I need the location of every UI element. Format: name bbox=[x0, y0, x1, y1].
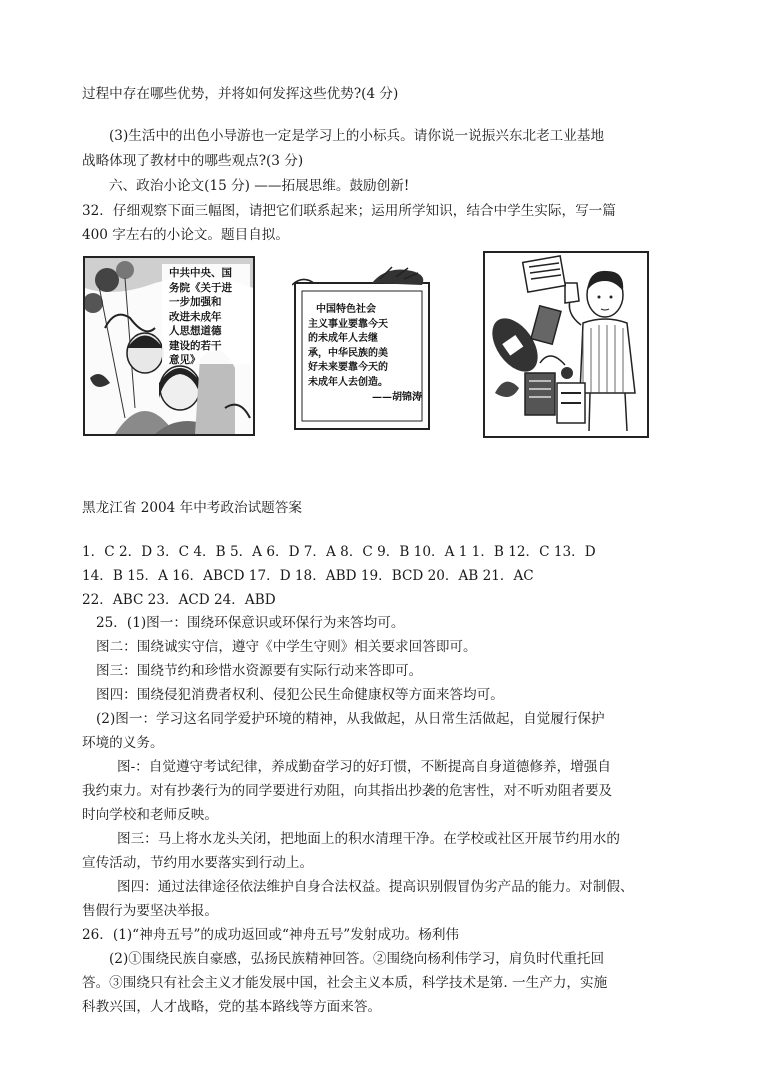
mc-answers-line: 1．C 2．D 3．C 4．B 5．A 6．D 7．A 8．C 9．B 10．A 1 1．B 12．C 13．D bbox=[82, 544, 596, 560]
figure-2-line: 的未成年人去继 bbox=[308, 333, 378, 344]
cartoon-figure-2 bbox=[292, 265, 432, 432]
answer-text-line: 我约束力。对有抄袭行为的同学要进行劝阻，向其指出抄袭的危害性，对不听劝阻者要及 bbox=[82, 783, 613, 799]
answer-26-2: (2)①围绕民族自豪感，弘扬民族精神回答。②围绕向杨利伟学习，肩负时代重托回 bbox=[109, 951, 605, 967]
answer-25-2-fig4: 图四：通过法律途径依法维护自身合法权益。提高识别假冒伪劣产品的能力。对制假、 bbox=[117, 879, 634, 895]
answer-25-1-fig1: 25．(1)图一：围绕环保意识或环保行为来答均可。 bbox=[96, 615, 405, 631]
mc-answers-line: 22．ABC 23．ACD 24．ABD bbox=[82, 592, 276, 608]
figure-1-line: 改进未成年 bbox=[169, 310, 222, 323]
mc-answers-line: 14．B 15．A 16．ABCD 17．D 18．ABD 19．BCD 20．AB 21．AC bbox=[82, 568, 534, 584]
text-line: 400 字左右的小论文。题目自拟。 bbox=[82, 227, 289, 243]
answer-25-1-fig4: 图四：围绕侵犯消费者权利、侵犯公民生命健康权等方面来答均可。 bbox=[96, 687, 504, 703]
answer-text-line: 宣传活动，节约用水要落实到行动上。 bbox=[82, 855, 314, 871]
figure-1-line: 中共中央、国 bbox=[169, 267, 232, 279]
figure-2-line: 好未来要靠今天的 bbox=[308, 362, 388, 373]
answer-text-line: 科教兴国，人才战略，党的基本路线等方面来答。 bbox=[82, 999, 382, 1015]
answer-26-1: 26．(1)“神舟五号”的成功返回或“神舟五号”发射成功。杨利伟 bbox=[82, 927, 460, 943]
answer-25-2-fig3: 图三：马上将水龙头关闭，把地面上的积水清理干净。在学校或社区开展节约用水的 bbox=[117, 831, 620, 847]
figure-2-line: ——胡锦涛 bbox=[372, 392, 422, 403]
answer-text-line: 环境的义务。 bbox=[82, 735, 164, 751]
boy-rejecting-goods-illustration bbox=[485, 253, 647, 436]
figure-1-line: 人思想道德 bbox=[169, 325, 222, 337]
figure-1-line: 意见》 bbox=[169, 354, 201, 366]
answer-text-line: 售假行为要坚决举报。 bbox=[82, 903, 218, 919]
figure-2-line: 中国特色社会 bbox=[316, 304, 376, 315]
answer-text-line: 时向学校和老师反映。 bbox=[82, 807, 218, 823]
answer-25-1-fig3: 图三：围绕节约和珍惜水资源要有实际行动来答即可。 bbox=[96, 663, 423, 679]
answer-25-2-fig1: (2)图一：学习这名同学爱护环境的精神，从我做起，从日常生活做起，自觉履行保护 bbox=[96, 711, 605, 727]
figure-2-line: 承，中华民族的美 bbox=[308, 347, 388, 359]
question-32: 32．仔细观察下面三幅图，请把它们联系起来；运用所学知识，结合中学生实际，写一篇 bbox=[82, 203, 616, 219]
text-line: 过程中存在哪些优势，并将如何发挥这些优势?(4 分) bbox=[82, 86, 399, 102]
answer-25-2-fig2: 图-：自觉遵守考试纪律，养成勤奋学习的好玎惯，不断提高自身道德修养，增强自 bbox=[117, 759, 611, 775]
cartoon-figure-1 bbox=[83, 256, 255, 436]
figure-1-line: 建设的若干 bbox=[169, 339, 222, 352]
figure-2-line: 未成年人去创造。 bbox=[308, 376, 388, 388]
answer-25-1-fig2: 图二：围绕诚实守信，遵守《中学生守则》相关要求回答即可。 bbox=[96, 639, 477, 655]
figure-2-line: 主义事业要靠今天 bbox=[308, 318, 388, 330]
figure-1-line: 一步加强和 bbox=[169, 296, 222, 308]
section-six-heading: 六、政治小论文(15 分) ——拓展思维。鼓励创新! bbox=[109, 178, 410, 194]
figure-1-line: 务院《关于进 bbox=[169, 281, 232, 294]
answer-section-title: 黑龙江省 2004 年中考政治试题答案 bbox=[82, 500, 302, 516]
question-31-3: (3)生活中的出色小导游也一定是学习上的小标兵。请你说一说振兴东北老工业基地 bbox=[109, 128, 605, 144]
text-line: 战略体现了教材中的哪些观点?(3 分) bbox=[82, 153, 304, 169]
answer-text-line: 答。③围绕只有社会主义才能发展中国，社会主义本质，科学技术是第. 一生产力，实施 bbox=[82, 975, 608, 991]
cartoon-figure-3 bbox=[483, 251, 649, 438]
